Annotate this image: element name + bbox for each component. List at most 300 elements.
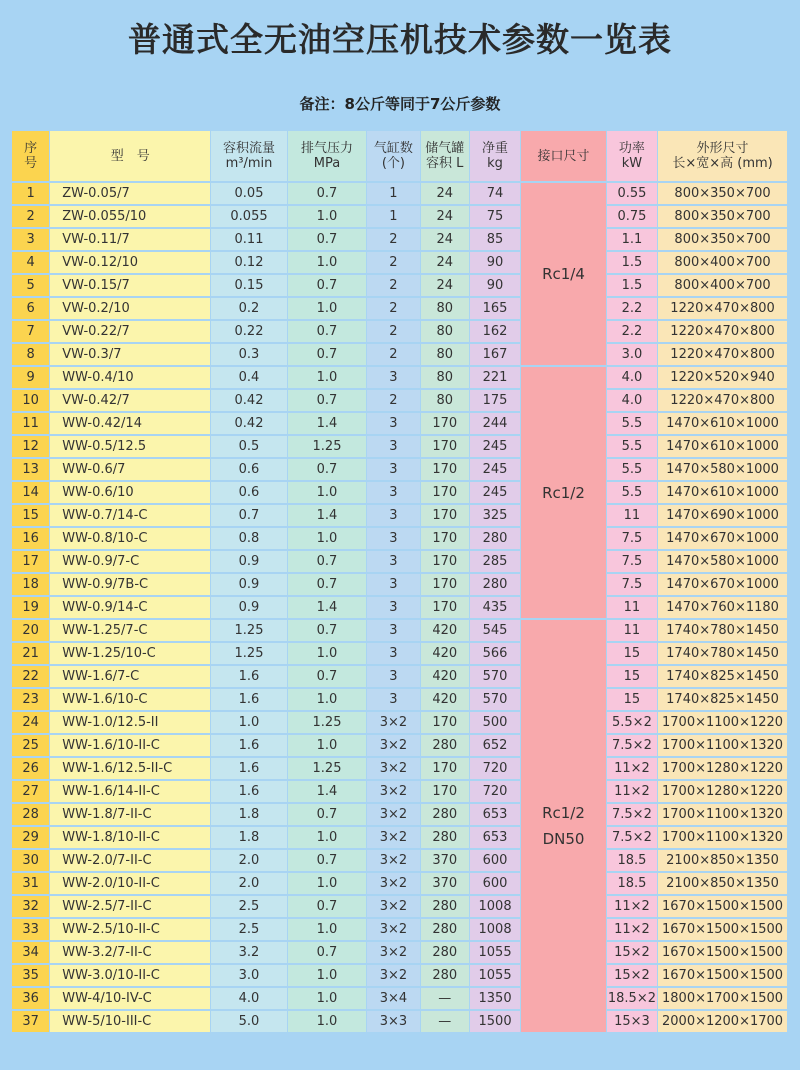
- cell-flow: 0.3: [211, 344, 286, 365]
- cell-model: WW-1.6/10-II-C: [50, 735, 210, 756]
- cell-weight: 570: [470, 689, 520, 710]
- port-size-label: DN50: [542, 830, 585, 848]
- cell-tank: 170: [421, 597, 469, 618]
- cell-seq: 1: [12, 183, 49, 204]
- cell-port-group: [521, 367, 606, 618]
- cell-dims: 1700×1280×1220: [658, 781, 787, 802]
- cell-power: 7.5: [607, 574, 657, 595]
- cell-power: 1.5: [607, 275, 657, 296]
- cell-dims: 1740×825×1450: [658, 689, 787, 710]
- cell-weight: 85: [470, 229, 520, 250]
- cell-flow: 3.2: [211, 942, 286, 963]
- table-row: [12, 459, 787, 480]
- table-row: [12, 275, 787, 296]
- cell-tank: 80: [421, 298, 469, 319]
- table-row: [12, 965, 787, 986]
- table-row: [12, 229, 787, 250]
- cell-power: 11×2: [607, 919, 657, 940]
- table-row: [12, 252, 787, 273]
- cell-flow: 1.6: [211, 689, 286, 710]
- cell-seq: 5: [12, 275, 49, 296]
- cell-dims: 1670×1500×1500: [658, 919, 787, 940]
- cell-weight: 74: [470, 183, 520, 204]
- cell-dims: 1470×670×1000: [658, 528, 787, 549]
- table-row: [12, 298, 787, 319]
- cell-dims: 1700×1100×1320: [658, 735, 787, 756]
- cell-flow: 0.9: [211, 574, 286, 595]
- cell-seq: 23: [12, 689, 49, 710]
- cell-cylinders: 3×2: [367, 896, 419, 917]
- table-row: [12, 781, 787, 802]
- cell-model: WW-0.4/10: [50, 367, 210, 388]
- cell-pressure: 1.0: [288, 1011, 367, 1032]
- cell-model: WW-0.9/14-C: [50, 597, 210, 618]
- table-row: [12, 896, 787, 917]
- cell-dims: 1740×825×1450: [658, 666, 787, 687]
- cell-pressure: 1.4: [288, 505, 367, 526]
- cell-cylinders: 3×3: [367, 1011, 419, 1032]
- cell-seq: 35: [12, 965, 49, 986]
- cell-model: WW-1.6/14-II-C: [50, 781, 210, 802]
- cell-weight: 90: [470, 252, 520, 273]
- table-row: [12, 712, 787, 733]
- cell-tank: 170: [421, 482, 469, 503]
- cell-cylinders: 3: [367, 620, 419, 641]
- cell-model: WW-0.9/7-C: [50, 551, 210, 572]
- cell-tank: 170: [421, 758, 469, 779]
- cell-tank: 24: [421, 229, 469, 250]
- header-dims: 外形尺寸 长×宽×高 (mm): [658, 131, 787, 181]
- cell-tank: 280: [421, 896, 469, 917]
- cell-flow: 1.25: [211, 620, 286, 641]
- cell-weight: 280: [470, 574, 520, 595]
- cell-cylinders: 3×2: [367, 942, 419, 963]
- cell-flow: 0.055: [211, 206, 286, 227]
- cell-model: WW-5/10-III-C: [50, 1011, 210, 1032]
- cell-dims: 1220×470×800: [658, 390, 787, 411]
- cell-pressure: 1.0: [288, 367, 367, 388]
- cell-power: 15: [607, 689, 657, 710]
- cell-model: WW-0.7/14-C: [50, 505, 210, 526]
- cell-flow: 0.6: [211, 459, 286, 480]
- cell-power: 5.5: [607, 459, 657, 480]
- table-row: [12, 597, 787, 618]
- cell-model: ZW-0.05/7: [50, 183, 210, 204]
- cell-flow: 1.8: [211, 827, 286, 848]
- cell-dims: 1220×470×800: [658, 321, 787, 342]
- cell-tank: 170: [421, 712, 469, 733]
- cell-power: 18.5×2: [607, 988, 657, 1009]
- cell-power: 5.5: [607, 436, 657, 457]
- table-row: [12, 505, 787, 526]
- cell-dims: 1740×780×1450: [658, 620, 787, 641]
- cell-model: WW-0.42/14: [50, 413, 210, 434]
- cell-power: 1.1: [607, 229, 657, 250]
- cell-power: 0.75: [607, 206, 657, 227]
- spec-table: [11, 129, 788, 1034]
- table-row: [12, 666, 787, 687]
- cell-seq: 16: [12, 528, 49, 549]
- cell-pressure: 0.7: [288, 620, 367, 641]
- cell-seq: 22: [12, 666, 49, 687]
- cell-dims: 800×350×700: [658, 229, 787, 250]
- cell-model: VW-0.3/7: [50, 344, 210, 365]
- cell-dims: 1700×1100×1320: [658, 804, 787, 825]
- cell-seq: 11: [12, 413, 49, 434]
- cell-pressure: 1.25: [288, 436, 367, 457]
- cell-flow: 4.0: [211, 988, 286, 1009]
- cell-weight: 570: [470, 666, 520, 687]
- cell-weight: 325: [470, 505, 520, 526]
- cell-power: 7.5: [607, 528, 657, 549]
- cell-weight: 165: [470, 298, 520, 319]
- cell-weight: 285: [470, 551, 520, 572]
- header-cylinders: 气缸数 (个): [367, 131, 419, 181]
- cell-model: WW-1.6/10-C: [50, 689, 210, 710]
- cell-dims: 1670×1500×1500: [658, 965, 787, 986]
- cell-dims: 2100×850×1350: [658, 850, 787, 871]
- cell-pressure: 0.7: [288, 344, 367, 365]
- cell-pressure: 0.7: [288, 666, 367, 687]
- cell-model: VW-0.42/7: [50, 390, 210, 411]
- cell-flow: 2.5: [211, 896, 286, 917]
- cell-cylinders: 3: [367, 597, 419, 618]
- cell-weight: 720: [470, 781, 520, 802]
- cell-flow: 1.6: [211, 666, 286, 687]
- cell-power: 11×2: [607, 896, 657, 917]
- cell-flow: 1.25: [211, 643, 286, 664]
- cell-flow: 0.15: [211, 275, 286, 296]
- cell-weight: 245: [470, 482, 520, 503]
- cell-cylinders: 3×2: [367, 712, 419, 733]
- cell-power: 18.5: [607, 850, 657, 871]
- cell-pressure: 1.0: [288, 206, 367, 227]
- cell-dims: 1470×580×1000: [658, 551, 787, 572]
- cell-model: WW-0.6/7: [50, 459, 210, 480]
- cell-weight: 245: [470, 436, 520, 457]
- cell-cylinders: 2: [367, 298, 419, 319]
- cell-weight: 244: [470, 413, 520, 434]
- header-port: 接口尺寸: [521, 131, 606, 181]
- cell-power: 15×2: [607, 965, 657, 986]
- cell-weight: 600: [470, 873, 520, 894]
- cell-flow: 0.6: [211, 482, 286, 503]
- cell-pressure: 0.7: [288, 459, 367, 480]
- cell-dims: 1700×1280×1220: [658, 758, 787, 779]
- cell-pressure: 0.7: [288, 321, 367, 342]
- cell-model: WW-0.6/10: [50, 482, 210, 503]
- cell-pressure: 0.7: [288, 551, 367, 572]
- cell-cylinders: 3: [367, 666, 419, 687]
- cell-cylinders: 3: [367, 367, 419, 388]
- cell-weight: 1350: [470, 988, 520, 1009]
- cell-cylinders: 3: [367, 459, 419, 480]
- cell-weight: 1055: [470, 942, 520, 963]
- cell-tank: 170: [421, 528, 469, 549]
- cell-tank: 280: [421, 827, 469, 848]
- table-row: [12, 436, 787, 457]
- cell-power: 7.5×2: [607, 735, 657, 756]
- table-row: [12, 988, 787, 1009]
- cell-model: WW-2.5/10-II-C: [50, 919, 210, 940]
- table-row: [12, 620, 787, 641]
- cell-tank: 24: [421, 275, 469, 296]
- cell-seq: 34: [12, 942, 49, 963]
- cell-model: VW-0.15/7: [50, 275, 210, 296]
- cell-model: WW-0.8/10-C: [50, 528, 210, 549]
- cell-model: WW-4/10-IV-C: [50, 988, 210, 1009]
- cell-port-group: [521, 183, 606, 365]
- table-row: [12, 367, 787, 388]
- cell-dims: 1700×1100×1320: [658, 827, 787, 848]
- header-pressure: 排气压力 MPa: [288, 131, 367, 181]
- cell-dims: 800×400×700: [658, 275, 787, 296]
- port-size-label: Rc1/2: [542, 483, 585, 502]
- cell-seq: 25: [12, 735, 49, 756]
- table-row: [12, 758, 787, 779]
- cell-cylinders: 3: [367, 689, 419, 710]
- cell-tank: 80: [421, 321, 469, 342]
- cell-flow: 1.0: [211, 712, 286, 733]
- cell-tank: 280: [421, 942, 469, 963]
- cell-seq: 28: [12, 804, 49, 825]
- table-row: [12, 183, 787, 204]
- cell-flow: 0.4: [211, 367, 286, 388]
- cell-dims: 1740×780×1450: [658, 643, 787, 664]
- cell-seq: 31: [12, 873, 49, 894]
- cell-pressure: 1.0: [288, 252, 367, 273]
- cell-flow: 1.6: [211, 735, 286, 756]
- cell-tank: 80: [421, 344, 469, 365]
- cell-seq: 30: [12, 850, 49, 871]
- cell-power: 11: [607, 597, 657, 618]
- cell-dims: 1470×610×1000: [658, 482, 787, 503]
- cell-pressure: 0.7: [288, 229, 367, 250]
- cell-seq: 36: [12, 988, 49, 1009]
- cell-model: WW-2.5/7-II-C: [50, 896, 210, 917]
- cell-cylinders: 3×2: [367, 781, 419, 802]
- cell-cylinders: 2: [367, 275, 419, 296]
- table-row: [12, 1011, 787, 1032]
- cell-cylinders: 3: [367, 574, 419, 595]
- cell-pressure: 1.25: [288, 758, 367, 779]
- cell-model: VW-0.2/10: [50, 298, 210, 319]
- cell-tank: 280: [421, 804, 469, 825]
- cell-port-group: [521, 620, 606, 1032]
- cell-weight: 720: [470, 758, 520, 779]
- table-note: 备注：8公斤等同于7公斤参数: [299, 95, 501, 113]
- cell-cylinders: 3×2: [367, 965, 419, 986]
- cell-dims: 1220×470×800: [658, 344, 787, 365]
- cell-tank: 280: [421, 965, 469, 986]
- cell-power: 3.0: [607, 344, 657, 365]
- cell-flow: 0.42: [211, 390, 286, 411]
- cell-weight: 75: [470, 206, 520, 227]
- cell-weight: 162: [470, 321, 520, 342]
- cell-flow: 0.22: [211, 321, 286, 342]
- cell-dims: 2100×850×1350: [658, 873, 787, 894]
- cell-tank: 280: [421, 919, 469, 940]
- table-row: [12, 804, 787, 825]
- cell-power: 5.5×2: [607, 712, 657, 733]
- cell-flow: 1.6: [211, 781, 286, 802]
- cell-model: WW-3.2/7-II-C: [50, 942, 210, 963]
- cell-cylinders: 1: [367, 183, 419, 204]
- cell-seq: 6: [12, 298, 49, 319]
- cell-weight: 90: [470, 275, 520, 296]
- cell-weight: 653: [470, 804, 520, 825]
- cell-cylinders: 3×2: [367, 804, 419, 825]
- cell-seq: 32: [12, 896, 49, 917]
- cell-cylinders: 3×2: [367, 735, 419, 756]
- cell-model: WW-2.0/7-II-C: [50, 850, 210, 871]
- cell-tank: 80: [421, 390, 469, 411]
- cell-power: 11: [607, 505, 657, 526]
- cell-flow: 2.0: [211, 850, 286, 871]
- cell-dims: 800×350×700: [658, 206, 787, 227]
- cell-cylinders: 3×2: [367, 873, 419, 894]
- cell-pressure: 1.0: [288, 919, 367, 940]
- cell-tank: 420: [421, 666, 469, 687]
- cell-weight: 280: [470, 528, 520, 549]
- cell-power: 15: [607, 666, 657, 687]
- cell-power: 11×2: [607, 781, 657, 802]
- cell-cylinders: 3: [367, 551, 419, 572]
- cell-cylinders: 2: [367, 390, 419, 411]
- cell-power: 7.5: [607, 551, 657, 572]
- table-row: [12, 482, 787, 503]
- cell-power: 4.0: [607, 390, 657, 411]
- cell-flow: 3.0: [211, 965, 286, 986]
- cell-seq: 2: [12, 206, 49, 227]
- cell-model: WW-0.9/7B-C: [50, 574, 210, 595]
- cell-pressure: 1.0: [288, 528, 367, 549]
- cell-tank: 24: [421, 183, 469, 204]
- cell-pressure: 0.7: [288, 804, 367, 825]
- cell-power: 1.5: [607, 252, 657, 273]
- cell-pressure: 1.4: [288, 413, 367, 434]
- table-row: [12, 321, 787, 342]
- cell-model: WW-1.6/7-C: [50, 666, 210, 687]
- cell-dims: 1470×610×1000: [658, 436, 787, 457]
- cell-cylinders: 1: [367, 206, 419, 227]
- cell-dims: 1220×520×940: [658, 367, 787, 388]
- cell-pressure: 1.0: [288, 689, 367, 710]
- header-flow: 容积流量 m³/min: [211, 131, 286, 181]
- cell-seq: 3: [12, 229, 49, 250]
- cell-cylinders: 3: [367, 505, 419, 526]
- cell-tank: 370: [421, 873, 469, 894]
- cell-dims: 1670×1500×1500: [658, 896, 787, 917]
- header-seq: 序 号: [12, 131, 49, 181]
- table-row: [12, 942, 787, 963]
- cell-pressure: 0.7: [288, 183, 367, 204]
- cell-flow: 0.05: [211, 183, 286, 204]
- cell-tank: 170: [421, 459, 469, 480]
- cell-pressure: 0.7: [288, 942, 367, 963]
- cell-dims: 1470×760×1180: [658, 597, 787, 618]
- header-model: 型 号: [50, 131, 210, 181]
- cell-cylinders: 3×2: [367, 919, 419, 940]
- cell-seq: 14: [12, 482, 49, 503]
- cell-weight: 653: [470, 827, 520, 848]
- table-row: [12, 413, 787, 434]
- cell-pressure: 1.0: [288, 643, 367, 664]
- cell-power: 0.55: [607, 183, 657, 204]
- cell-dims: 1700×1100×1220: [658, 712, 787, 733]
- page-title: 普通式全无油空压机技术参数一览表: [128, 20, 672, 59]
- cell-flow: 0.11: [211, 229, 286, 250]
- cell-seq: 19: [12, 597, 49, 618]
- cell-tank: —: [421, 988, 469, 1009]
- header-power: 功率 kW: [607, 131, 657, 181]
- cell-weight: 221: [470, 367, 520, 388]
- table-row: [12, 206, 787, 227]
- cell-cylinders: 3: [367, 436, 419, 457]
- cell-tank: 170: [421, 574, 469, 595]
- cell-power: 11×2: [607, 758, 657, 779]
- cell-tank: 170: [421, 436, 469, 457]
- cell-tank: 420: [421, 620, 469, 641]
- cell-cylinders: 3×2: [367, 850, 419, 871]
- cell-seq: 12: [12, 436, 49, 457]
- cell-seq: 8: [12, 344, 49, 365]
- cell-tank: 420: [421, 689, 469, 710]
- table-body: [12, 183, 787, 1032]
- cell-model: WW-0.5/12.5: [50, 436, 210, 457]
- cell-pressure: 1.4: [288, 781, 367, 802]
- cell-power: 7.5×2: [607, 804, 657, 825]
- cell-tank: 24: [421, 252, 469, 273]
- cell-pressure: 1.0: [288, 735, 367, 756]
- cell-seq: 9: [12, 367, 49, 388]
- table-row: [12, 735, 787, 756]
- cell-dims: 1670×1500×1500: [658, 942, 787, 963]
- cell-power: 2.2: [607, 298, 657, 319]
- table-row: [12, 689, 787, 710]
- cell-tank: 280: [421, 735, 469, 756]
- cell-pressure: 1.0: [288, 988, 367, 1009]
- header-row: [12, 131, 787, 181]
- cell-pressure: 1.0: [288, 827, 367, 848]
- cell-seq: 37: [12, 1011, 49, 1032]
- cell-model: WW-1.25/7-C: [50, 620, 210, 641]
- cell-flow: 1.6: [211, 758, 286, 779]
- cell-pressure: 0.7: [288, 896, 367, 917]
- cell-flow: 0.2: [211, 298, 286, 319]
- cell-pressure: 1.0: [288, 965, 367, 986]
- cell-cylinders: 3: [367, 528, 419, 549]
- cell-weight: 652: [470, 735, 520, 756]
- cell-power: 15: [607, 643, 657, 664]
- cell-seq: 17: [12, 551, 49, 572]
- cell-tank: —: [421, 1011, 469, 1032]
- cell-tank: 170: [421, 551, 469, 572]
- cell-flow: 0.12: [211, 252, 286, 273]
- cell-dims: 1470×610×1000: [658, 413, 787, 434]
- table-row: [12, 919, 787, 940]
- cell-weight: 500: [470, 712, 520, 733]
- table-row: [12, 850, 787, 871]
- table-row: [12, 574, 787, 595]
- cell-dims: 1220×470×800: [658, 298, 787, 319]
- cell-tank: 80: [421, 367, 469, 388]
- cell-model: ZW-0.055/10: [50, 206, 210, 227]
- cell-power: 5.5: [607, 482, 657, 503]
- cell-flow: 5.0: [211, 1011, 286, 1032]
- cell-tank: 420: [421, 643, 469, 664]
- cell-pressure: 0.7: [288, 390, 367, 411]
